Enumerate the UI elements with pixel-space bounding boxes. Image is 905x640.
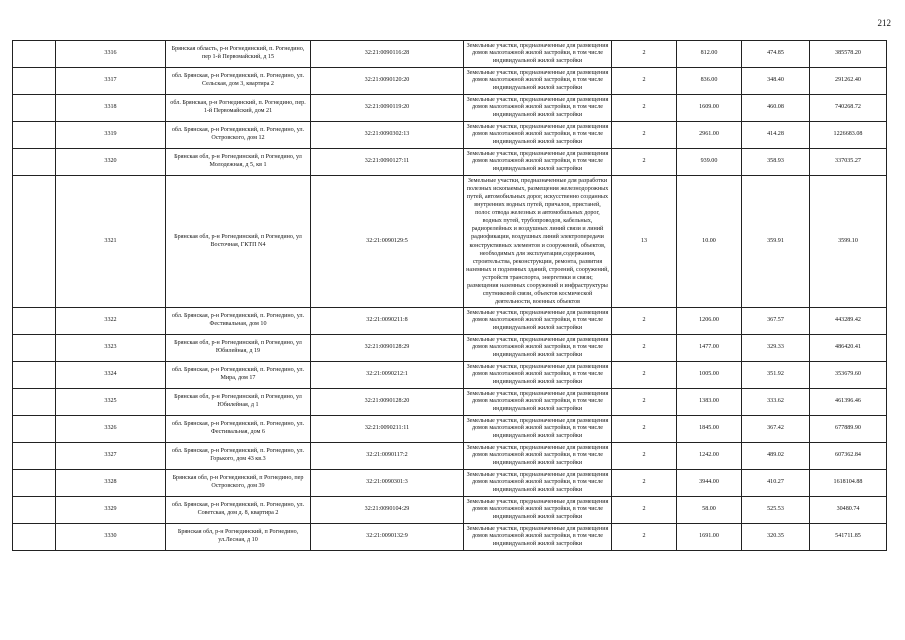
cadastral-value-cell: 30480.74	[810, 497, 887, 524]
use-group-cell: 2	[612, 389, 677, 416]
land-use-purpose-cell: Земельные участки, предназначенные для разработки полезных ископаемых, размещения железнодорожных путей, автомобильных дорог, искусственно созданных внутренних водных путей, причалов, пристаней, полос отвода железных и автомобильных дорог, водных путей, трубопроводов, кабельных, радиорелейных и воздушных линий связи и линий радиофикации, воздушных линий электропередачи конструктивных элементов и сооружений, объектов, необходимых для эксплуатации,содержания, строительства, реконструкции, ремонта, развития наземных и подземных зданий, строений, сооружений, устройств транспорта, энергетики и связи; размещения наземных сооружений и инфраструктуры спутниковой связи, объектов космической деятельности, военных объектов	[464, 176, 612, 308]
table-row	[13, 176, 887, 308]
row-number-cell: 3327	[56, 443, 166, 470]
land-use-purpose-cell: Земельные участки, предназначенные для размещения домов малоэтажной жилой застройки, в том числе индивидуальной жилой застройки	[464, 497, 612, 524]
land-use-purpose-cell: Земельные участки, предназначенные для размещения домов малоэтажной жилой застройки, в том числе индивидуальной жилой застройки	[464, 389, 612, 416]
address-cell: Брянская область, р-н Рогнединский, п. Рогнедино, пер 1-й Первомайский, д 15	[166, 41, 311, 68]
table-row	[13, 68, 887, 95]
cadastral-number-cell: 32:21:0090211:8	[311, 308, 464, 335]
cadastral-value-cell: 461396.46	[810, 389, 887, 416]
table-row	[13, 122, 887, 149]
row-number-cell: 3318	[56, 95, 166, 122]
cadastral-number-cell: 32:21:0090211:11	[311, 416, 464, 443]
land-use-purpose-cell: Земельные участки, предназначенные для размещения домов малоэтажной жилой застройки, в том числе индивидуальной жилой застройки	[464, 335, 612, 362]
address-cell: обл. Брянская, р-н Рогнединский, п. Рогнедино, ул. Фестивальная, дом 10	[166, 308, 311, 335]
area-cell: 1242.00	[677, 443, 742, 470]
row-number-cell: 3319	[56, 122, 166, 149]
row-number-cell: 3325	[56, 389, 166, 416]
cadastral-number-cell: 32:21:0090302:13	[311, 122, 464, 149]
address-cell: обл. Брянская, р-н Рогнединский, п. Рогнедино, ул. Сельская, дом 3, квартира 2	[166, 68, 311, 95]
land-use-purpose-cell: Земельные участки, предназначенные для размещения домов малоэтажной жилой застройки, в том числе индивидуальной жилой застройки	[464, 122, 612, 149]
row-margin-cell	[13, 389, 56, 416]
specific-value-cell: 358.93	[742, 149, 810, 176]
land-use-purpose-cell: Земельные участки, предназначенные для размещения домов малоэтажной жилой застройки, в том числе индивидуальной жилой застройки	[464, 443, 612, 470]
table-row	[13, 443, 887, 470]
cadastral-number-cell: 32:21:0090116:28	[311, 41, 464, 68]
land-use-purpose-cell: Земельные участки, предназначенные для размещения домов малоэтажной жилой застройки, в том числе индивидуальной жилой застройки	[464, 470, 612, 497]
address-cell: обл. Брянская, р-н Рогнединский, п. Рогнедино, ул. Мира, дом 17	[166, 362, 311, 389]
area-cell: 3944.00	[677, 470, 742, 497]
cadastral-value-cell: 3599.10	[810, 176, 887, 308]
cadastral-number-cell: 32:21:0090127:11	[311, 149, 464, 176]
page-number: 212	[877, 18, 891, 28]
cadastral-number-cell: 32:21:0090128:20	[311, 389, 464, 416]
address-cell: обл. Брянская, р-н Рогнединский, п. Рогнедино, ул. Горького, дом 43 кв.3	[166, 443, 311, 470]
address-cell: Брянская обл, р-н Рогнединский, п Рогнедино, пер Островского, дом 39	[166, 470, 311, 497]
area-cell: 1206.00	[677, 308, 742, 335]
area-cell: 1691.00	[677, 524, 742, 551]
row-margin-cell	[13, 362, 56, 389]
cadastral-value-cell: 353679.60	[810, 362, 887, 389]
row-number-cell: 3326	[56, 416, 166, 443]
table-row	[13, 95, 887, 122]
cadastral-value-cell: 607362.84	[810, 443, 887, 470]
row-number-cell: 3317	[56, 68, 166, 95]
address-cell: Брянская обл, р-н Рогнединский, п Рогнедино, ул Молодежная, д 5, кв 1	[166, 149, 311, 176]
area-cell: 2961.00	[677, 122, 742, 149]
row-margin-cell	[13, 308, 56, 335]
land-use-purpose-cell: Земельные участки, предназначенные для размещения домов малоэтажной жилой застройки, в том числе индивидуальной жилой застройки	[464, 68, 612, 95]
specific-value-cell: 320.35	[742, 524, 810, 551]
area-cell: 10.00	[677, 176, 742, 308]
cadastral-value-cell: 677889.90	[810, 416, 887, 443]
land-use-purpose-cell: Земельные участки, предназначенные для размещения домов малоэтажной жилой застройки, в том числе индивидуальной жилой застройки	[464, 416, 612, 443]
cadastral-number-cell: 32:21:0090120:20	[311, 68, 464, 95]
table-row	[13, 470, 887, 497]
row-margin-cell	[13, 443, 56, 470]
specific-value-cell: 359.91	[742, 176, 810, 308]
table-row	[13, 41, 887, 68]
row-number-cell: 3320	[56, 149, 166, 176]
land-use-purpose-cell: Земельные участки, предназначенные для размещения домов малоэтажной жилой застройки, в том числе индивидуальной жилой застройки	[464, 308, 612, 335]
table-row	[13, 497, 887, 524]
cadastral-value-cell: 385578.20	[810, 41, 887, 68]
use-group-cell: 2	[612, 149, 677, 176]
cadastral-value-cell: 443289.42	[810, 308, 887, 335]
specific-value-cell: 414.28	[742, 122, 810, 149]
use-group-cell: 2	[612, 470, 677, 497]
cadastral-value-cell: 337035.27	[810, 149, 887, 176]
area-cell: 1005.00	[677, 362, 742, 389]
row-margin-cell	[13, 524, 56, 551]
area-cell: 836.00	[677, 68, 742, 95]
row-margin-cell	[13, 497, 56, 524]
row-margin-cell	[13, 149, 56, 176]
table-row	[13, 389, 887, 416]
row-number-cell: 3316	[56, 41, 166, 68]
cadastral-value-cell: 740268.72	[810, 95, 887, 122]
address-cell: Брянская обл, р-н Рогнединский, п Рогнедино, ул Юбилейная, д 19	[166, 335, 311, 362]
land-use-purpose-cell: Земельные участки, предназначенные для размещения домов малоэтажной жилой застройки, в том числе индивидуальной жилой застройки	[464, 95, 612, 122]
land-use-purpose-cell: Земельные участки, предназначенные для размещения домов малоэтажной жилой застройки, в том числе индивидуальной жилой застройки	[464, 362, 612, 389]
cadastral-value-cell: 1618104.88	[810, 470, 887, 497]
table-row	[13, 308, 887, 335]
area-cell: 1845.00	[677, 416, 742, 443]
cadastral-number-cell: 32:21:0090132:9	[311, 524, 464, 551]
use-group-cell: 13	[612, 176, 677, 308]
specific-value-cell: 351.92	[742, 362, 810, 389]
table-row	[13, 335, 887, 362]
row-number-cell: 3330	[56, 524, 166, 551]
table-row	[13, 149, 887, 176]
use-group-cell: 2	[612, 41, 677, 68]
cadastral-number-cell: 32:21:0090301:3	[311, 470, 464, 497]
address-cell: обл. Брянская, р-н Рогнединский, п. Рогнедино, ул. Островского, дом 12	[166, 122, 311, 149]
table-row	[13, 416, 887, 443]
address-cell: обл. Брянская, р-н Рогнединский, п. Рогнедино, ул. Фестивальная, дом 6	[166, 416, 311, 443]
land-use-purpose-cell: Земельные участки, предназначенные для размещения домов малоэтажной жилой застройки, в том числе индивидуальной жилой застройки	[464, 41, 612, 68]
use-group-cell: 2	[612, 362, 677, 389]
cadastral-number-cell: 32:21:0090117:2	[311, 443, 464, 470]
cadastral-value-table	[12, 40, 887, 551]
specific-value-cell: 489.02	[742, 443, 810, 470]
row-number-cell: 3323	[56, 335, 166, 362]
specific-value-cell: 474.85	[742, 41, 810, 68]
row-margin-cell	[13, 41, 56, 68]
row-number-cell: 3324	[56, 362, 166, 389]
row-number-cell: 3328	[56, 470, 166, 497]
row-number-cell: 3321	[56, 176, 166, 308]
area-cell: 939.00	[677, 149, 742, 176]
cadastral-value-cell: 1226683.08	[810, 122, 887, 149]
land-use-purpose-cell: Земельные участки, предназначенные для размещения домов малоэтажной жилой застройки, в том числе индивидуальной жилой застройки	[464, 149, 612, 176]
specific-value-cell: 348.40	[742, 68, 810, 95]
area-cell: 812.00	[677, 41, 742, 68]
address-cell: Брянская обл, р-н Рогнединский, п Рогнедино, ул Восточная, ГКТП N4	[166, 176, 311, 308]
cadastral-number-cell: 32:21:0090129:5	[311, 176, 464, 308]
area-cell: 1383.00	[677, 389, 742, 416]
table-row	[13, 362, 887, 389]
use-group-cell: 2	[612, 335, 677, 362]
use-group-cell: 2	[612, 416, 677, 443]
row-number-cell: 3322	[56, 308, 166, 335]
address-cell: обл. Брянская, р-н Рогнединский, п. Рогнедино, пер. 1-й Первомайский, дом 21	[166, 95, 311, 122]
specific-value-cell: 460.08	[742, 95, 810, 122]
address-cell: Брянская обл, р-н Рогнединский, п Рогнедино, ул Юбилейная, д 1	[166, 389, 311, 416]
area-cell: 1477.00	[677, 335, 742, 362]
specific-value-cell: 329.33	[742, 335, 810, 362]
row-margin-cell	[13, 176, 56, 308]
use-group-cell: 2	[612, 443, 677, 470]
cadastral-value-cell: 541711.85	[810, 524, 887, 551]
specific-value-cell: 410.27	[742, 470, 810, 497]
row-number-cell: 3329	[56, 497, 166, 524]
land-use-purpose-cell: Земельные участки, предназначенные для размещения домов малоэтажной жилой застройки, в том числе индивидуальной жилой застройки	[464, 524, 612, 551]
use-group-cell: 2	[612, 308, 677, 335]
use-group-cell: 2	[612, 524, 677, 551]
area-cell: 58.00	[677, 497, 742, 524]
cadastral-number-cell: 32:21:0090104:29	[311, 497, 464, 524]
row-margin-cell	[13, 470, 56, 497]
row-margin-cell	[13, 95, 56, 122]
address-cell: Брянская обл, р-н Рогнединский, п Рогнедино, ул.Лесная, д 10	[166, 524, 311, 551]
row-margin-cell	[13, 416, 56, 443]
specific-value-cell: 367.57	[742, 308, 810, 335]
use-group-cell: 2	[612, 68, 677, 95]
cadastral-value-cell: 291262.40	[810, 68, 887, 95]
area-cell: 1609.00	[677, 95, 742, 122]
use-group-cell: 2	[612, 497, 677, 524]
table-row	[13, 524, 887, 551]
cadastral-value-cell: 486420.41	[810, 335, 887, 362]
address-cell: обл. Брянская, р-н Рогнединский, п. Рогнедино, ул. Советская, дом д. 8, квартира 2	[166, 497, 311, 524]
specific-value-cell: 367.42	[742, 416, 810, 443]
cadastral-number-cell: 32:21:0090212:1	[311, 362, 464, 389]
row-margin-cell	[13, 122, 56, 149]
use-group-cell: 2	[612, 95, 677, 122]
row-margin-cell	[13, 68, 56, 95]
specific-value-cell: 525.53	[742, 497, 810, 524]
table-body	[13, 41, 887, 551]
cadastral-number-cell: 32:21:0090119:20	[311, 95, 464, 122]
cadastral-number-cell: 32:21:0090128:29	[311, 335, 464, 362]
specific-value-cell: 333.62	[742, 389, 810, 416]
use-group-cell: 2	[612, 122, 677, 149]
row-margin-cell	[13, 335, 56, 362]
